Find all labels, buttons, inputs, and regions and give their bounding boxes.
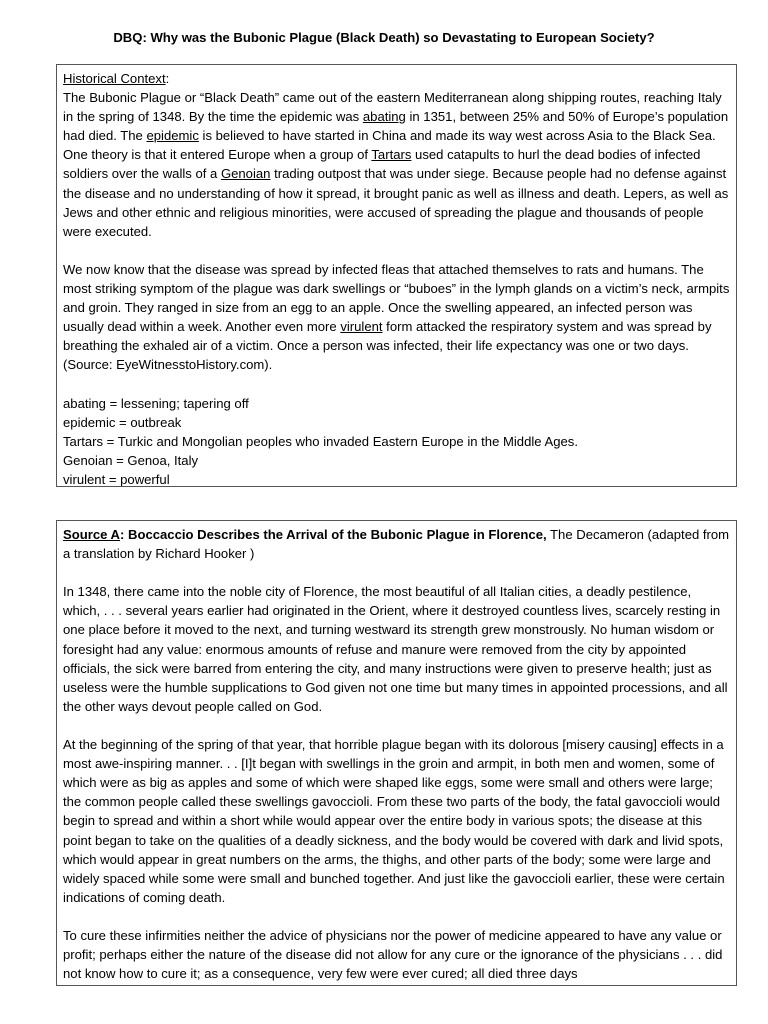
glossary-item: abating = lessening; tapering off [63, 395, 249, 411]
context-p2-text-a: We now know that the disease was spread by infected fleas that attached themselves to rats and humans. The most striking symptom of the plague was dark swellings or “buboes” in the lymph glands on a victim’s neck, armpits and groin. They ranged in size from an egg to an apple. Once the swelling appeared, an infected person was usually dead within a week. Another even more [63, 261, 730, 335]
context-heading-line [63, 69, 730, 88]
context-p1-text-c: is believed to have started in China and made its way west across Asia to the Black Sea. One theory is that it entered Europe when a group of [63, 128, 716, 163]
source-a-paragraph: To cure these infirmities neither the advice of physicians nor the power of medicine appeared to have any value or profit; perhaps either the nature of the disease did not allow for any cure or the ignorance of the physicians . . . did not know how to cure it; as a consequence, very few were ever cured; all died three days [63, 927, 723, 982]
vocab-epidemic: epidemic [146, 128, 199, 144]
glossary-list [63, 394, 730, 487]
glossary-item: virulent = powerful [63, 471, 170, 487]
source-a-box [56, 520, 737, 986]
vocab-tartars: Tartars [371, 147, 412, 163]
source-a-heading [63, 525, 730, 563]
glossary-item: Genoian = Genoa, Italy [63, 452, 199, 468]
context-p2-text-b: form attacked the respiratory system and was spread by breathing the exhaled air of a victim. Once a person was infected, their life expectancy was one or two days. (Source: EyeWitnesstoHistory.com). [63, 319, 712, 373]
context-p1-text-d: used catapults to hurl the dead bodies of infected soldiers over the walls of a [63, 147, 701, 182]
source-a-paragraph: At the beginning of the spring of that year, that horrible plague began with its dolorous [misery causing] effects in a most awe-inspiring manner. . . [I]t began with swellings in the groin and armpit, in both men and women, some of which were as big as apples and some of which were shaped like eggs, some were small and others were large; the common people called these swellings gavoccioli. From these two parts of the body, the fatal gavoccioli would begin to spread and within a short while would appear over the entire body in various spots; the disease at this point began to take on the qualities of a deadly sickness, and the body would be covered with dark and livid spots, which would appear in great numbers on the arms, the thighs, and other parts of the body; some were large and widely spaced while some were small and bunched together. And just like the gavoccioli earlier, these were certain indications of coming death. [63, 737, 725, 905]
context-heading-colon: : [165, 71, 170, 86]
context-paragraph-1 [63, 88, 730, 241]
source-a-citation: The Decameron (adapted from a translation by Richard Hooker ) [63, 527, 730, 562]
vocab-virulent: virulent [340, 319, 383, 335]
source-a-title: Boccaccio Describes the Arrival of the Bubonic Plague in Florence, [128, 527, 547, 542]
vocab-abating: abating [362, 109, 406, 125]
source-a-paragraph: In 1348, there came into the noble city of Florence, the most beautiful of all Italian cities, a deadly pestilence, which, . . . several years earlier had originated in the Orient, where it destroyed countless lives, scarcely resting in one place before it moved to the next, and turning westward its strength grew monstrously. No human wisdom or foresight had any value: enormous amounts of refuse and manure were removed from the city by appointed officials, the sick were barred from entering the city, and many instructions were given to preserve health; just as useless were the humble supplications to God given not one time but many times in appointed processions, and all the other ways devout people called on God. [63, 584, 728, 714]
context-paragraph-2 [63, 260, 730, 375]
glossary-item: Tartars = Turkic and Mongolian peoples who invaded Eastern Europe in the Middle Ages. [63, 433, 578, 449]
context-heading: Historical Context [63, 71, 166, 86]
context-p1-text-e: trading outpost that was under siege. Because people had no defense against the disease and no understanding of how it spread, it brought panic as well as illness and death. Lepers, as well as Jews and other ethnic and religious minorities, were accused of spreading the plague and thousands of people were executed. [63, 166, 729, 239]
historical-context-box [56, 64, 737, 487]
context-p1-text-a: The Bubonic Plague or “Black Death” came out of the eastern Mediterranean along shipping routes, reaching Italy in the spring of 1348. By the time the epidemic was [63, 90, 722, 125]
page-title: DBQ: Why was the Bubonic Plague (Black Death) so Devastating to European Society? [113, 30, 655, 45]
vocab-genoian: Genoian [220, 166, 271, 182]
source-a-colon: : [120, 527, 128, 542]
source-a-label: Source A [63, 527, 120, 542]
glossary-item: epidemic = outbreak [63, 414, 182, 430]
context-p1-text-b: in 1351, between 25% and 50% of Europe’s population had died. The [63, 109, 729, 144]
